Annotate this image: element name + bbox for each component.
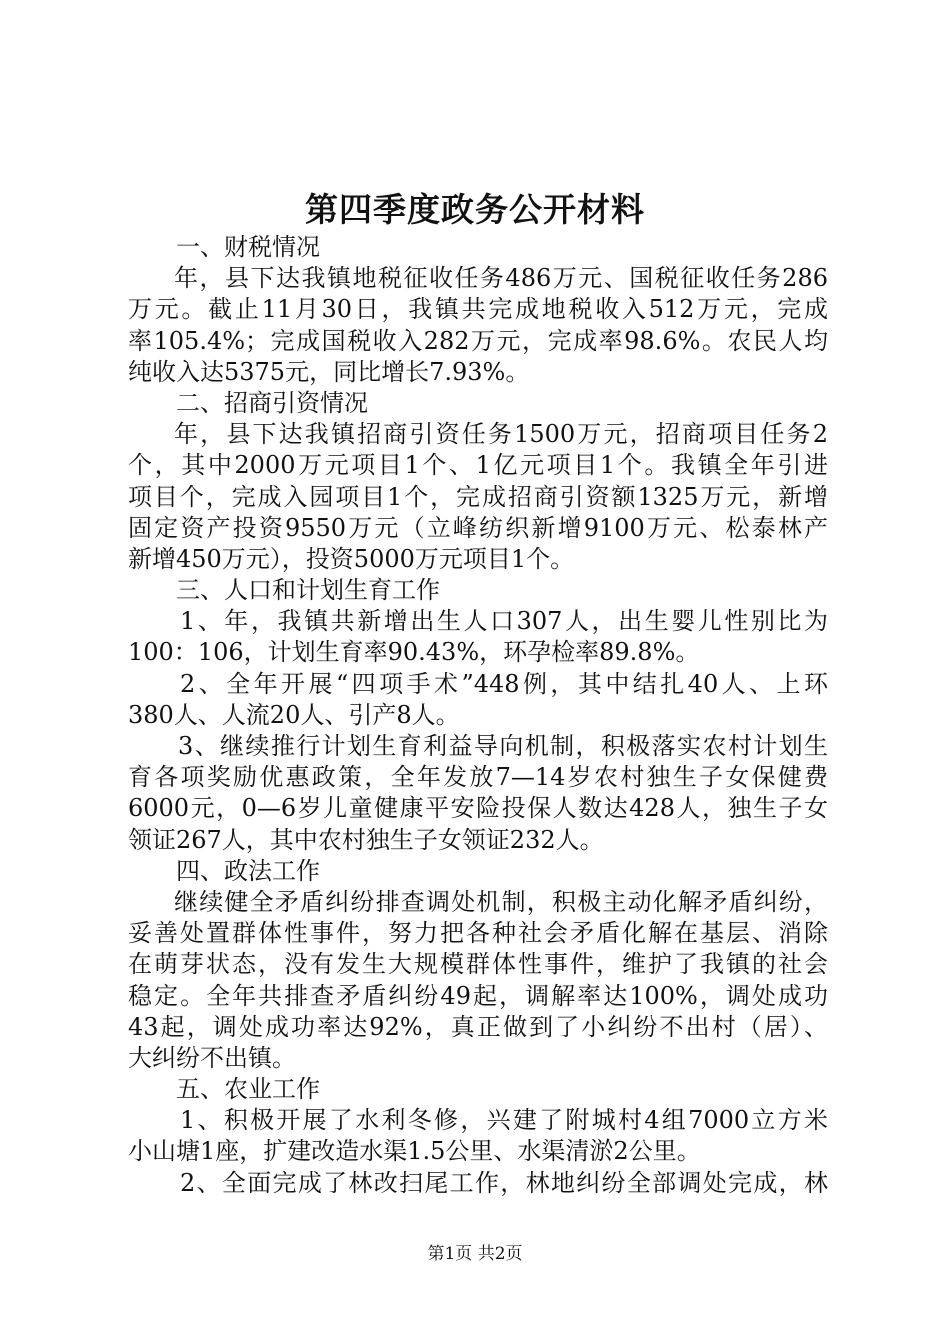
page-footer: 第1页 共2页: [427, 1244, 523, 1264]
paragraph-line: 6000元，0—6岁儿童健康平安险投保人数达428人，独生子女: [128, 794, 828, 823]
paragraph-line: 大纠纷不出镇。: [128, 1043, 296, 1072]
paragraph-line: 领证267人，其中农村独生子女领证232人。: [128, 825, 604, 854]
paragraph-line: 小山塘1座，扩建改造水渠1.5公里、水渠清淤2公里。: [128, 1137, 701, 1166]
paragraph-line: 率105.4%；完成国税收入282万元，完成率98.6%。农民人均: [128, 326, 828, 355]
paragraph-line: 固定资产投资9550万元（立峰纺织新增9100万元、松泰林产: [128, 513, 828, 542]
section-heading: 一、财税情况: [176, 233, 320, 261]
section-heading: 四、政法工作: [176, 856, 320, 885]
paragraph-line: 新增450万元），投资5000万元项目1个。: [128, 544, 575, 573]
paragraph-line: 个，其中2000万元项目1个、1亿元项目1个。我镇全年引进: [128, 451, 828, 480]
paragraph-line: 育各项奖励优惠政策，全年发放7—14岁农村独生子女保健费: [128, 763, 828, 792]
document-body: [128, 232, 828, 1199]
paragraph-line: 项目个，完成入园项目1个，完成招商引资额1325万元，新增: [128, 482, 828, 511]
section-heading: 三、人口和计划生育工作: [176, 576, 440, 605]
paragraph-line: 纯收入达5375元，同比增长7.93%。: [128, 357, 530, 386]
section-heading: 五、农业工作: [176, 1075, 320, 1104]
paragraph-line: 稳定。全年共排查矛盾纠纷49起，调解率达100%，调处成功: [128, 981, 828, 1010]
section-heading: 二、招商引资情况: [176, 388, 368, 417]
paragraph-line: 继续健全矛盾纠纷排查调处机制，积极主动化解矛盾纠纷，: [174, 887, 828, 916]
paragraph-line: 380人、人流20人、引产8人。: [128, 700, 460, 729]
paragraph-line: 100：106，计划生育率90.43%，环孕检率89.8%。: [128, 638, 700, 667]
paragraph-line: 在萌芽状态，没有发生大规模群体性事件，维护了我镇的社会: [128, 950, 828, 979]
paragraph-line: 年，县下达我镇招商引资任务1500万元，招商项目任务2: [174, 420, 828, 449]
paragraph-line: 1、年，我镇共新增出生人口307人，出生婴儿性别比为: [180, 607, 828, 636]
paragraph-line: 43起，调处成功率达92%，真正做到了小纠纷不出村（居）、: [128, 1012, 828, 1041]
paragraph-line: 2、全面完成了林改扫尾工作，林地纠纷全部调处完成，林: [180, 1168, 828, 1197]
paragraph-line: 1、积极开展了水利冬修，兴建了附城村4组7000立方米: [180, 1106, 828, 1135]
paragraph-line: 万元。截止11月30日，我镇共完成地税收入512万元，完成: [128, 295, 828, 324]
paragraph-line: 3、继续推行计划生育利益导向机制，积极落实农村计划生: [178, 732, 828, 760]
paragraph-line: 妥善处置群体性事件，努力把各种社会矛盾化解在基层、消除: [128, 919, 828, 948]
paragraph-line: 2、全年开展“四项手术”448例，其中结扎40人、上环: [180, 669, 828, 698]
document-title: 第四季度政务公开材料: [305, 190, 645, 229]
paragraph-line: 年，县下达我镇地税征收任务486万元、国税征收任务286: [174, 264, 828, 293]
